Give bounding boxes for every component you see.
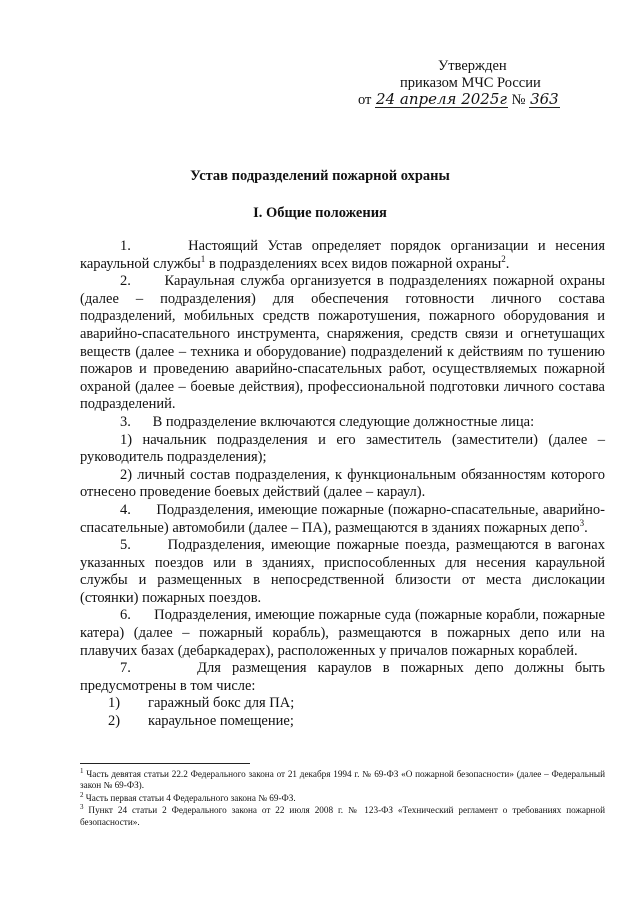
paragraph-3: 3. В подразделение включаются следующие должностные лица: — [120, 413, 535, 430]
section-title: I. Общие положения — [253, 205, 387, 221]
from-label: от — [358, 92, 372, 108]
footnote-2: $^2$ Часть первая статьи 4 Федерального закона № 69-ФЗ. — [80, 790, 296, 803]
paragraph-5: 5. Подразделения, имеющие пожарные поезда, размещаются в вагонах указанных поездов или в зданиях, приспособленных для несения караульной службы и размещенных в непосредственной близости от места дислокации (стоянки) пожарных поездов. — [80, 537, 605, 606]
document-title: Устав подразделений пожарной охраны — [190, 168, 450, 184]
paragraph-6: 6. Подразделения, имеющие пожарные суда (пожарные корабли, пожарные катера) (далее – пожарный корабль), размещаются в пожарных депо или на плавучих базах (дебаркадерах), расположенных у причалов пожарных кораблей. — [80, 607, 605, 659]
paragraph-7: 7. Для размещения караулов в пожарных депо должны быть предусмотрены в том числе: — [80, 660, 605, 694]
footnote-1: $^1$ Часть девятая статьи 22.2 Федерального закона от 21 декабря 1994 г. № 69-ФЗ «О пожарной безопасности» (далее – Федеральный закон № 69-ФЗ). — [80, 766, 605, 791]
paragraph-2: 2. Караульная служба организуется в подразделениях пожарной охраны (далее – подразделения) для обеспечения готовности личного состава подразделений, мобильных средств пожаротушения, пожарного оборудования и аварийно-спасательного инструмента, снаряжения, средств связи и огнетушащих веществ (далее – техника и оборудование) подразделений к действиям по тушению пожаров и проведению аварийно-спасательных работ, осуществляемых пожарной охраной (далее – боевые действия), профессиональной подготовки личного состава подразделений. — [80, 273, 605, 413]
list-item: 2) караульное помещение; — [108, 713, 294, 730]
footnote-3: $^3$ Пункт 24 статьи 2 Федерального закона от 22 июля 2008 г. № 123-ФЗ «Технический регламент о требованиях пожарной безопасности». — [80, 803, 605, 827]
paragraph-3-item-1: 1) начальник подразделения и его заместитель (заместители) (далее – руководитель подразделения); — [80, 431, 605, 466]
handwritten-number: 363 — [530, 90, 559, 108]
number-label: № — [511, 92, 526, 108]
footnote-divider — [80, 763, 250, 764]
footnotes — [80, 766, 605, 829]
order-label: приказом МЧС России — [400, 75, 541, 91]
approval-block — [318, 58, 578, 109]
paragraph-4: 4. Подразделения, имеющие пожарные (пожарно-спасательные, аварийно-спасательные) автомобили (далее – ПА), размещаются в зданиях пожарных депо$^3$. — [80, 501, 605, 536]
list-item: 1) гаражный бокс для ПА; — [108, 695, 295, 712]
handwritten-date: 24 апреля 2025г — [376, 90, 507, 108]
approved-label: Утвержден — [438, 58, 507, 74]
order-date-line — [318, 92, 578, 109]
document-body — [80, 238, 605, 731]
paragraph-3-item-2: 2) личный состав подразделения, к функциональным обязанностям которого отнесено проведение боевых действий (далее – караул). — [80, 466, 605, 501]
paragraph-1: 1. Настоящий Устав определяет порядок организации и несения караульной службы$^1$ в подразделениях всех видов пожарной охраны$^2$. — [80, 238, 605, 272]
